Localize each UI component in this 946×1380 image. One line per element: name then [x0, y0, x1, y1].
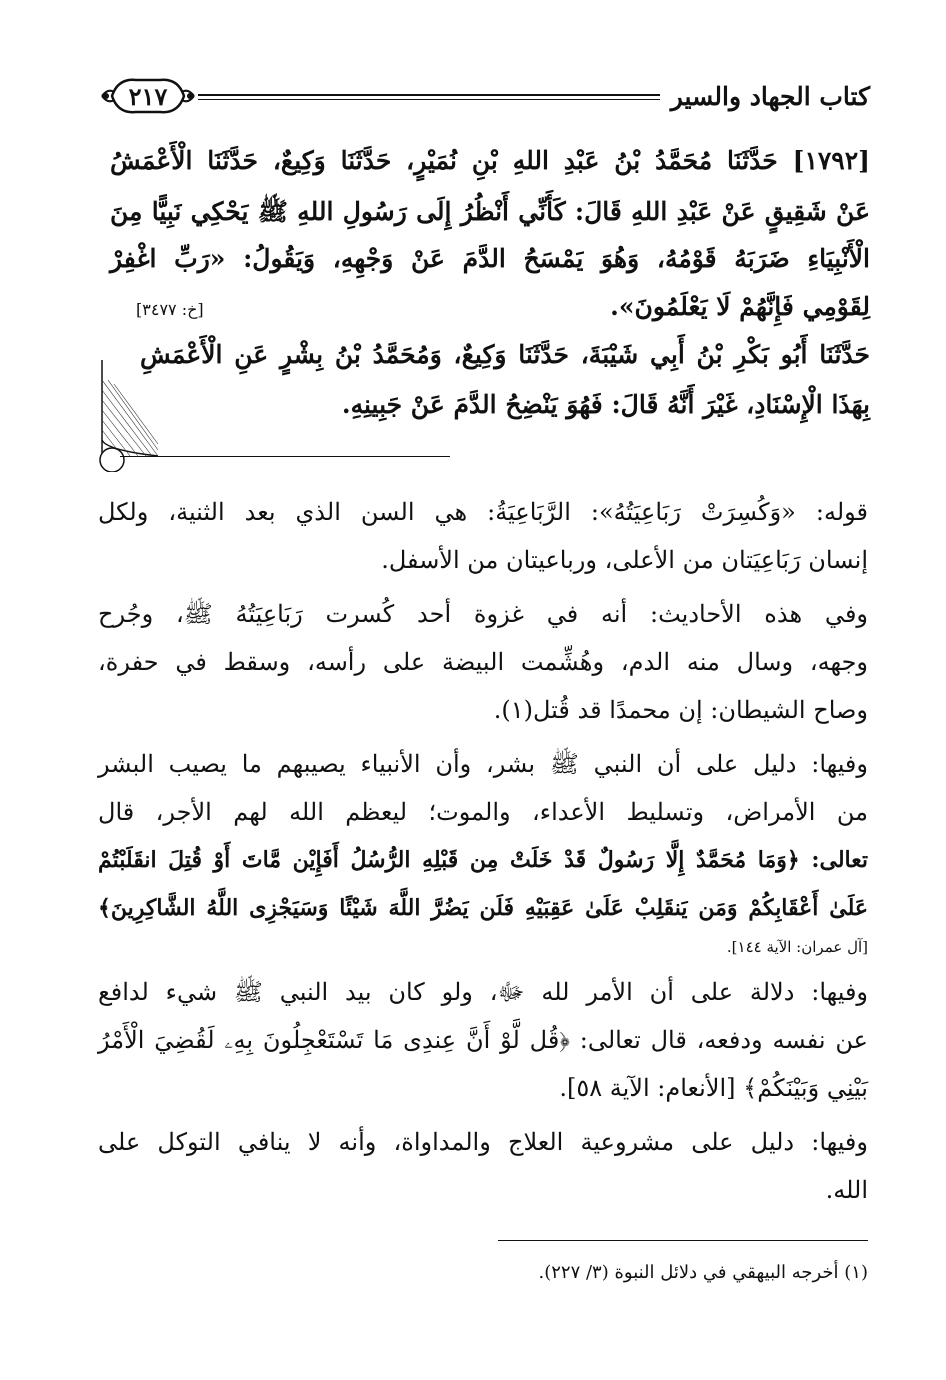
text-line: بَيْنِي وَبَيْنَكُمْ﴾ [الأنعام: الآية ٥٨].: [559, 1074, 868, 1102]
hadith-line: [١٧٩٢] حَدَّثَنَا مُحَمَّدُ بْنُ عَبْدِ اللهِ بْنِ نُمَيْرٍ، حَدَّثَنَا وَكِيعٌ، حَدَّثَنَا الْأَعْمَشُ: [110, 146, 870, 175]
paragraph: [98, 488, 868, 584]
text-line: الله.: [825, 1176, 868, 1204]
hadith-bottom-rule: [120, 456, 450, 457]
footnote: (١) أخرجه البيهقي في دلائل النبوة (٣/ ٢٢٧).: [538, 1262, 868, 1283]
paragraph: [98, 968, 868, 1112]
text-line: إنسان رَبَاعِيَتان من الأعلى، ورباعيتان من الأسفل.: [381, 546, 868, 574]
header-rule: [198, 94, 660, 100]
page-number-badge: [98, 70, 198, 122]
commentary: [98, 488, 868, 1220]
text-line: من الأمراض، وتسليط الأعداء، والموت؛ ليعظم الله لهم الأجر، قال: [98, 798, 868, 826]
paragraph: [98, 1118, 868, 1214]
text-line: وجهه، وسال منه الدم، وهُشِّمت البيضة على رأسه، وسقط في حفرة،: [98, 648, 868, 676]
hadith-line: لِقَوْمِي فَإِنَّهُمْ لَا يَعْلَمُونَ».: [610, 292, 870, 321]
text-line: وفيها: دليل على أن النبي ﷺ بشر، وأن الأنبياء يصيبهم ما يصيب البشر: [98, 750, 868, 778]
quran-line: تعالى: ﴿وَمَا مُحَمَّدٌ إِلَّا رَسُولٌ قَدْ خَلَتْ مِن قَبْلِهِ الرُّسُلُ أَفَإِيْن مَّاتَ أَوْ قُتِلَ انقَلَبْتُمْ: [98, 847, 868, 873]
page-number: ٢١٧: [128, 82, 168, 111]
hadith-line: بِهَذَا الْإِسْنَادِ، غَيْرَ أَنَّهُ قَالَ: فَهُوَ يَنْضِحُ الدَّمَ عَنْ جَبِينِهِ.: [341, 390, 870, 419]
citation: [آل عمران: الآية ١٤٤].: [726, 938, 868, 956]
hadith-line: عَنْ شَقِيقٍ عَنْ عَبْدِ اللهِ قَالَ: كَأَنِّي أَنْظُرُ إِلَى رَسُولِ اللهِ ﷺ يَحْكِي نَبِيًّا مِنَ: [110, 197, 870, 226]
text-line: عن نفسه ودفعه، قال تعالى: ﴿قُل لَّوْ أَنَّ عِندِى مَا تَسْتَعْجِلُونَ بِهِۦ لَقُضِيَ الْأَمْرُ: [98, 1026, 868, 1054]
hadith-block: [98, 140, 870, 470]
text-line: وفي هذه الأحاديث: أنه في غزوة أحد كُسرت رَبَاعِيَتُهُ ﷺ، وجُرح: [98, 600, 868, 628]
book-title: كتاب الجهاد والسير: [670, 82, 870, 111]
footnote-rule: [498, 1240, 868, 1241]
paragraph: [98, 740, 868, 962]
quran-line: عَلَىٰ أَعْقَابِكُمْ وَمَن يَنقَلِبْ عَلَىٰ عَقِبَيْهِ فَلَن يَضُرَّ اللَّهَ شَيْئًا وَسَيَجْزِى اللَّهُ الشَّاكِرِينَ﴾: [98, 895, 868, 921]
hadith-reference: [خ: ٣٤٧٧]: [136, 300, 204, 319]
hadith-line: الْأَنْبِيَاءِ ضَرَبَهُ قَوْمُهُ، وَهُوَ يَمْسَحُ الدَّمَ عَنْ وَجْهِهِ، وَيَقُولُ: «رَبِّ اغْفِرْ: [110, 244, 870, 273]
text-line: وفيها: دلالة على أن الأمر لله ﷻ، ولو كان بيد النبي ﷺ شيء لدافع: [98, 978, 869, 1006]
text-line: قوله: «وَكُسِرَتْ رَبَاعِيَتُهُ»: الرَّبَاعِيَةُ: هي السن الذي بعد الثنية، ولكل: [98, 498, 868, 526]
paragraph: [98, 590, 868, 734]
page-header: [98, 68, 870, 128]
text-line: وفيها: دليل على مشروعية العلاج والمداواة، وأنه لا ينافي التوكل على: [98, 1128, 868, 1156]
hadith-line: حَدَّثَنَا أَبُو بَكْرِ بْنُ أَبِي شَيْبَةَ، حَدَّثَنَا وَكِيعٌ، وَمُحَمَّدُ بْنُ بِشْرٍ عَنِ الْأَعْمَشِ: [140, 340, 870, 369]
text-line: وصاح الشيطان: إن محمدًا قد قُتل(١).: [493, 696, 868, 724]
